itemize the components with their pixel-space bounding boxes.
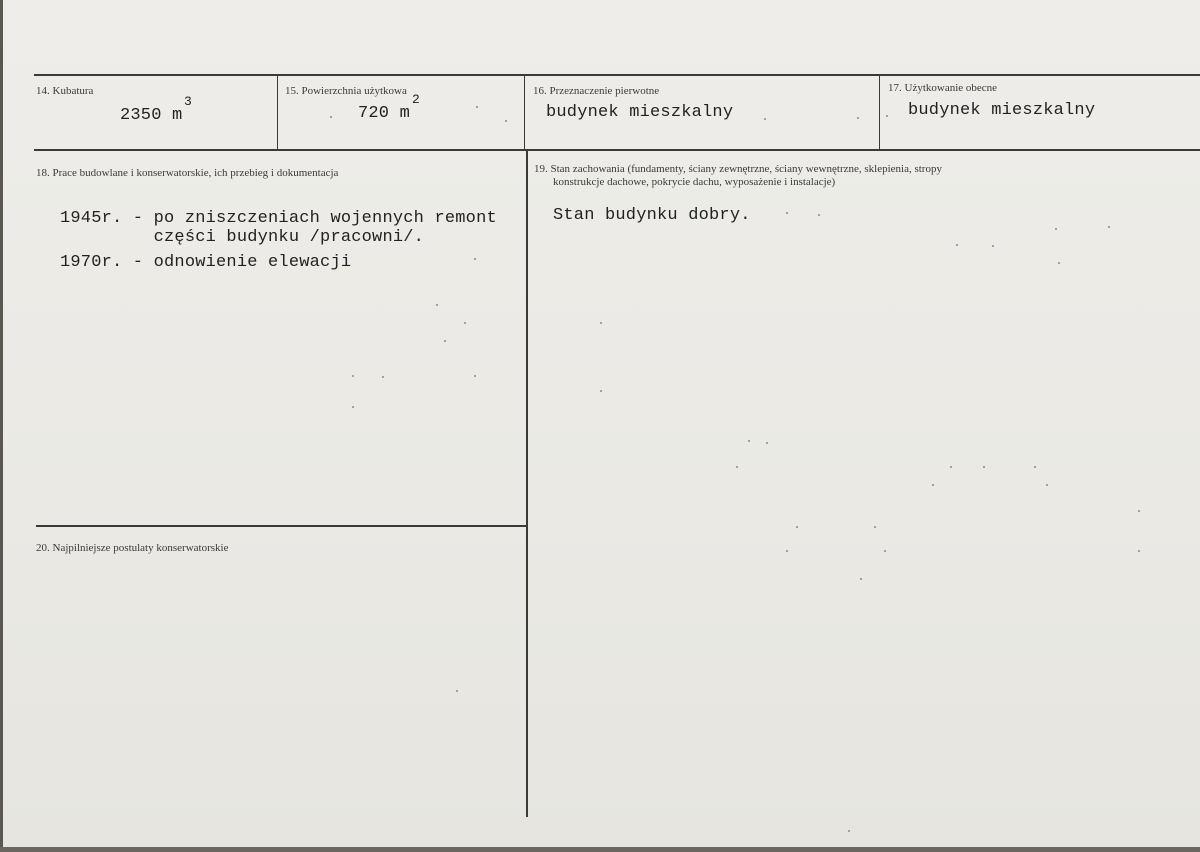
field-15-label: 15. Powierzchnia użytkowa — [285, 85, 407, 97]
main-column-divider — [526, 151, 528, 817]
field-14-label: 14. Kubatura — [36, 85, 94, 97]
section-20-rule — [36, 525, 526, 527]
field-19-label-line-2: konstrukcje dachowe, pokrycie dachu, wyposażenie i instalacje) — [553, 176, 836, 188]
field-15-unit-exponent: 2 — [412, 92, 420, 107]
field-16-label: 16. Przeznaczenie pierwotne — [533, 85, 660, 97]
field-17-label: 17. Użytkowanie obecne — [888, 82, 998, 94]
mid-row-rule — [34, 149, 1200, 151]
divider-15-16 — [524, 76, 525, 149]
field-16-value: budynek mieszkalny — [546, 103, 734, 122]
card-bottom-edge — [0, 847, 1200, 852]
field-14-unit-exponent: 3 — [184, 94, 192, 109]
top-row-rule — [34, 74, 1200, 76]
field-18-line-3: 1970r. - odnowienie elewacji — [60, 253, 352, 272]
field-14-value: 2350 m — [120, 106, 183, 125]
field-19-label-line-1: 19. Stan zachowania (fundamenty, ściany zewnętrzne, ściany wewnętrzne, sklepienia, stropy — [534, 163, 942, 175]
divider-14-15 — [277, 76, 278, 149]
field-15-value: 720 m — [358, 104, 411, 123]
field-19-value: Stan budynku dobry. — [553, 206, 751, 225]
field-17-value: budynek mieszkalny — [908, 101, 1096, 120]
field-20-label: 20. Najpilniejsze postulaty konserwatorskie — [36, 542, 229, 554]
card-left-edge — [0, 0, 3, 852]
field-18-label: 18. Prace budowlane i konserwatorskie, ich przebieg i dokumentacja — [36, 167, 339, 179]
field-18-line-2: części budynku /pracowni/. — [60, 228, 425, 247]
divider-16-17 — [879, 76, 880, 149]
field-18-line-1: 1945r. - po zniszczeniach wojennych remont — [60, 209, 497, 228]
